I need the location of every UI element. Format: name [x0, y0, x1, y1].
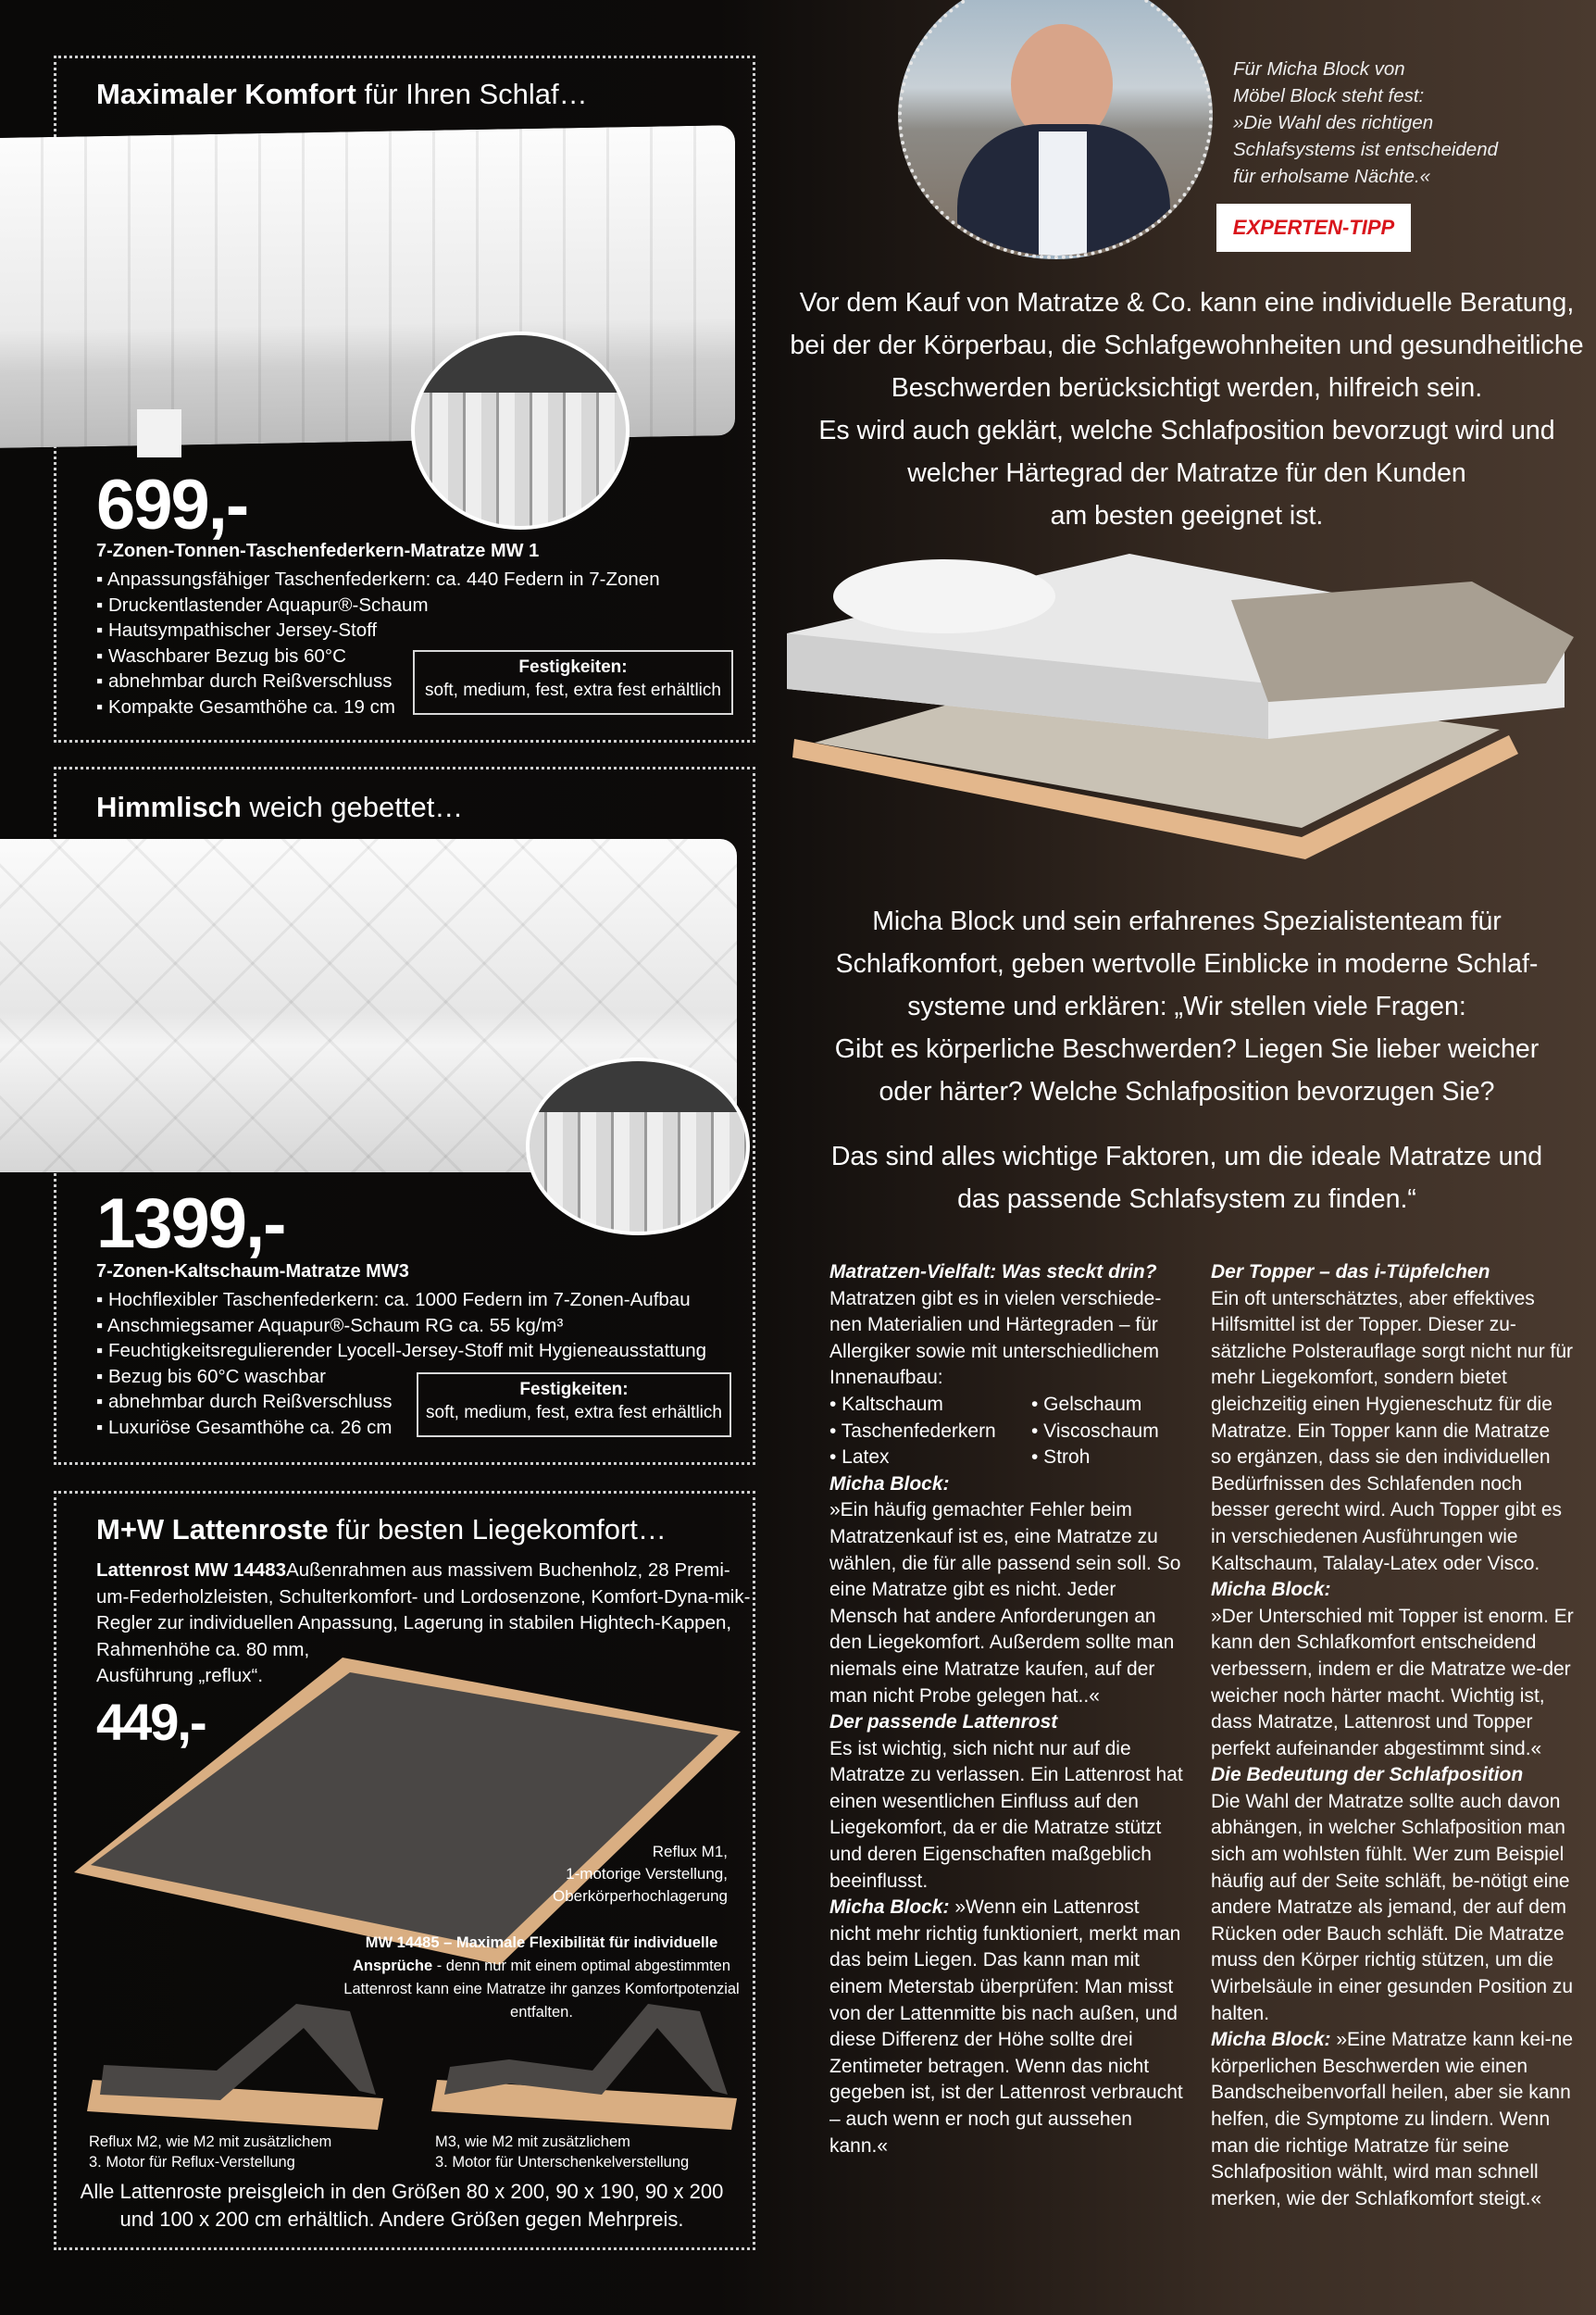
paragraph: Ein oft unterschätztes, aber effektives Hilfsmittel ist der Topper. Dieser zu-sätzliche Polsterauflage sorgt nicht nur für mehr Liegekomfort, sondern bietet gleichzeitig einen Hygieneschutz für die Matratze. Ein Topper kann die Matratze so ergänzen, dass sie den individuellen Bedürfnissen des Schlafenden noch besser gerecht wird. Auch Topper gibt es in verschiedenen Ausführungen wie Kaltschaum, Talalay-Latex oder Visco.	[1211, 1287, 1574, 1574]
feature-item: ▪ Waschbarer Bezug bis 60°C	[96, 644, 346, 667]
info-column-right	[1211, 1259, 1574, 2212]
list-item: • Stroh	[1031, 1446, 1091, 1469]
product-title-mw1: 7-Zonen-Tonnen-Taschenfederkern-Matratze MW 1	[96, 541, 540, 561]
feature-item: ▪ Bezug bis 60°C waschbar	[96, 1365, 326, 1387]
feature-item: ▪ abnehmbar durch Reißverschluss	[96, 1391, 393, 1412]
feature-item: ▪ Hautsympathischer Jersey-Stoff	[96, 619, 378, 641]
paragraph: Es ist wichtig, sich nicht nur auf die Matratze zu verlassen. Ein Lattenrost hat einen wesentlichen Einfluss auf den Liegekomfort, da er die Matratze stützt und deren Eigenschaften maßgeblich beeinflusst.	[829, 1737, 1183, 1892]
firmness-box-mw3	[417, 1372, 731, 1437]
feature-item: ▪ Anpassungsfähiger Taschenfederkern: ca. 440 Federn in 7-Zonen	[96, 569, 660, 590]
mattress-image-mw1	[0, 125, 735, 448]
paragraph: »Der Unterschied mit Topper ist enorm. Er kann den Schlafkomfort entscheidend verbessern, indem er die Matratze we-der weicher noch härter macht. Wichtig ist, dass Matratze, Lattenrost und Topper perfekt aufeinander abgestimmt sind.«	[1211, 1605, 1574, 1759]
price-mw1: 699,-	[96, 466, 248, 544]
feature-item: ▪ abnehmbar durch Reißverschluss	[96, 670, 393, 692]
mw14485-caption: MW 14485 – Maximale Flexibilität für individuelle Ansprüche - denn nur mit einem optimal abgestimmten Lattenrost kann eine Matratze ihr ganzes Komfortpotenzial entfalten.	[343, 1934, 740, 2021]
heading-matratzen-vielfalt: Matratzen-Vielfalt: Was steckt drin?	[829, 1261, 1157, 1283]
expert-portrait	[898, 0, 1213, 259]
firmness-title: Festigkeiten:	[518, 657, 628, 677]
list-item: • Taschenfederkern	[829, 1420, 996, 1442]
m3-caption: M3, wie M2 mit zusätzlichem 3. Motor für Unterschenkelverstellung	[435, 2134, 690, 2171]
list-item: • Viscoschaum	[1031, 1420, 1159, 1442]
firmness-text: soft, medium, fest, extra fest erhältlich	[425, 681, 721, 700]
feature-item: ▪ Anschmiegsamer Aquapur®-Schaum RG ca. 55 kg/m³	[96, 1314, 564, 1336]
person-shirt	[1039, 131, 1087, 259]
slatted-frame-m2-image	[81, 1991, 387, 2139]
firmness-title: Festigkeiten:	[519, 1380, 629, 1399]
intro-text: Vor dem Kauf von Matratze & Co. kann eine individuelle Beratung, bei der der Körperbau, die Schlafgewohnheiten und gesundheitliche Beschwerden berücksichtigt werden, hilfreich sein. Es wird auch geklärt, welche Schlafposition bevorzugt wird und welcher Härtegrad der Matratze für den Kunden am besten geeignet ist.	[790, 288, 1584, 531]
bed-system-image	[787, 544, 1583, 859]
expert-tip-badge: EXPERTEN-TIPP	[1216, 204, 1411, 252]
paragraph: Die Wahl der Matratze sollte auch davon abhängen, in welcher Schlafposition man sich am wohlsten fühlt. Wer zum Beispiel häufig auf der Seite schläft, be-nötigt eine andere Matratze als jemand, der auf dem Rücken oder Bauch schläft. Die Matratze muss den Körper richtig stützen, um die Wirbelsäule in einer gesunden Position zu halten.	[1211, 1790, 1574, 2024]
feature-item: ▪ Druckentlastender Aquapur®-Schaum	[96, 594, 429, 616]
heading-schlafposition: Die Bedeutung der Schlafposition	[1211, 1764, 1524, 1786]
feature-item: ▪ Feuchtigkeitsregulierender Lyocell-Jersey-Stoff mit Hygieneausstattung	[96, 1340, 707, 1361]
list-item: • Kaltschaum	[829, 1393, 943, 1415]
spring-detail-zoom-mw1	[411, 332, 630, 530]
feature-item: ▪ Luxuriöse Gesamthöhe ca. 26 cm	[96, 1416, 393, 1438]
lattenrost-description: Lattenrost MW 14483Außenrahmen aus massivem Buchenholz, 28 Premi-um-Federholzleisten, Schulterkomfort- und Lordosenzone, Komfort-Dyna-mik-Regler zur individuellen Anpassung, Lagerung in stabilen Hightech-Kappen, Rahmenhöhe ca. 80 mm, Ausführung „reflux“.	[96, 1559, 751, 1686]
feature-item: ▪ Kompakte Gesamthöhe ca. 19 cm	[96, 695, 395, 718]
team-text-conclusion: Das sind alles wichtige Faktoren, um die ideale Matratze und das passende Schlafsystem zu finden.“	[830, 1142, 1543, 1214]
feature-item: ▪ Hochflexibler Taschenfederkern: ca. 1000 Federn im 7-Zonen-Aufbau	[96, 1289, 691, 1310]
paragraph-quote: Micha Block: »Eine Matratze kann kei-ne körperlichen Beschwerden wie einen Bandscheibenvorfall heilen, aber sie kann helfen, die Symptome zu lindern. Wenn man die richtige Matratze für seine Schlafposition wählt, wird man schnell merken, wie der Schlafkomfort steigt.«	[1211, 2029, 1574, 2209]
product-title-mw3: 7-Zonen-Kaltschaum-Matratze MW3	[96, 1261, 409, 1282]
price-mw3: 1399,-	[96, 1184, 285, 1263]
material-list	[829, 1392, 1183, 1471]
heading-micha-block: Micha Block:	[829, 1472, 950, 1495]
list-item: • Latex	[829, 1446, 890, 1469]
info-column-left	[829, 1259, 1183, 2159]
mattress-tag	[137, 409, 181, 457]
firmness-box-mw1	[413, 650, 733, 715]
section-heading-lattenrost: M+W Lattenroste für besten Liegekomfort…	[96, 1513, 667, 1545]
slatted-frame-m3-image	[426, 1991, 741, 2139]
slatted-frame-image	[65, 1650, 741, 1965]
section-heading-mw3: Himmlisch weich gebettet…	[96, 791, 464, 823]
lattenrost-footer-note: Alle Lattenroste preisgleich in den Größen 80 x 200, 90 x 190, 90 x 200 und 100 x 200 cm erhältlich. Andere Größen gegen Mehrpreis.	[80, 2180, 724, 2231]
expert-quote: Für Micha Block von Möbel Block steht fest: »Die Wahl des richtigen Schlafsystems ist entscheidend für erholsame Nächte.«	[1233, 58, 1498, 187]
heading-micha-block: Micha Block:	[1211, 1579, 1331, 1601]
price-lattenrost: 449,-	[96, 1693, 206, 1751]
paragraph-quote: Micha Block: »Wenn ein Lattenrost nicht mehr richtig funktioniert, merkt man das beim Liegen. Das kann man mit einem Meterstab überprüfen: Man misst von der Lattenmitte bis nach außen, und diese Differenz der Höhe sollte drei Zentimeter betragen. Wenn das nicht gegeben ist, ist der Lattenrost verbraucht – auch wenn er noch gut aussehen kann.«	[829, 1896, 1183, 2157]
spring-detail-zoom-mw3	[526, 1057, 750, 1235]
section-heading-mw1: Maximaler Komfort für Ihren Schlaf…	[96, 78, 588, 110]
paragraph: Matratzen gibt es in vielen verschiede-nen Materialien und Härtegraden – für Allergiker sowie mit unterschiedlichem Innenaufbau:	[829, 1287, 1162, 1389]
reflux-m1-caption: Reflux M1, 1-motorige Verstellung, Oberkörperhochlagerung	[552, 1843, 728, 1905]
reflux-m2-caption: Reflux M2, wie M2 mit zusätzlichem 3. Motor für Reflux-Verstellung	[89, 2134, 332, 2171]
firmness-text: soft, medium, fest, extra fest erhältlich	[426, 1403, 722, 1422]
list-item: • Gelschaum	[1031, 1393, 1142, 1415]
team-text: Micha Block und sein erfahrenes Spezialistenteam für Schlafkomfort, geben wertvolle Einblicke in moderne Schlaf- systeme und erklären: „Wir stellen viele Fragen: Gibt es körperliche Beschwerden? Liegen Sie lieber weicher oder härter? Welche Schlafposition bevorzugen Sie?	[834, 907, 1540, 1107]
paragraph: »Ein häufig gemachter Fehler beim Matratzenkauf ist es, eine Matratze zu wählen, die für alle passend sein soll. So eine Matratze gibt es nicht. Jeder Mensch hat andere Anforderungen an den Liegekomfort. Außerdem sollte man niemals eine Matratze kaufen, auf der man nicht Probe gelegen hat..«	[829, 1499, 1181, 1707]
heading-topper: Der Topper – das i-Tüpfelchen	[1211, 1261, 1490, 1283]
heading-lattenrost: Der passende Lattenrost	[829, 1711, 1058, 1733]
